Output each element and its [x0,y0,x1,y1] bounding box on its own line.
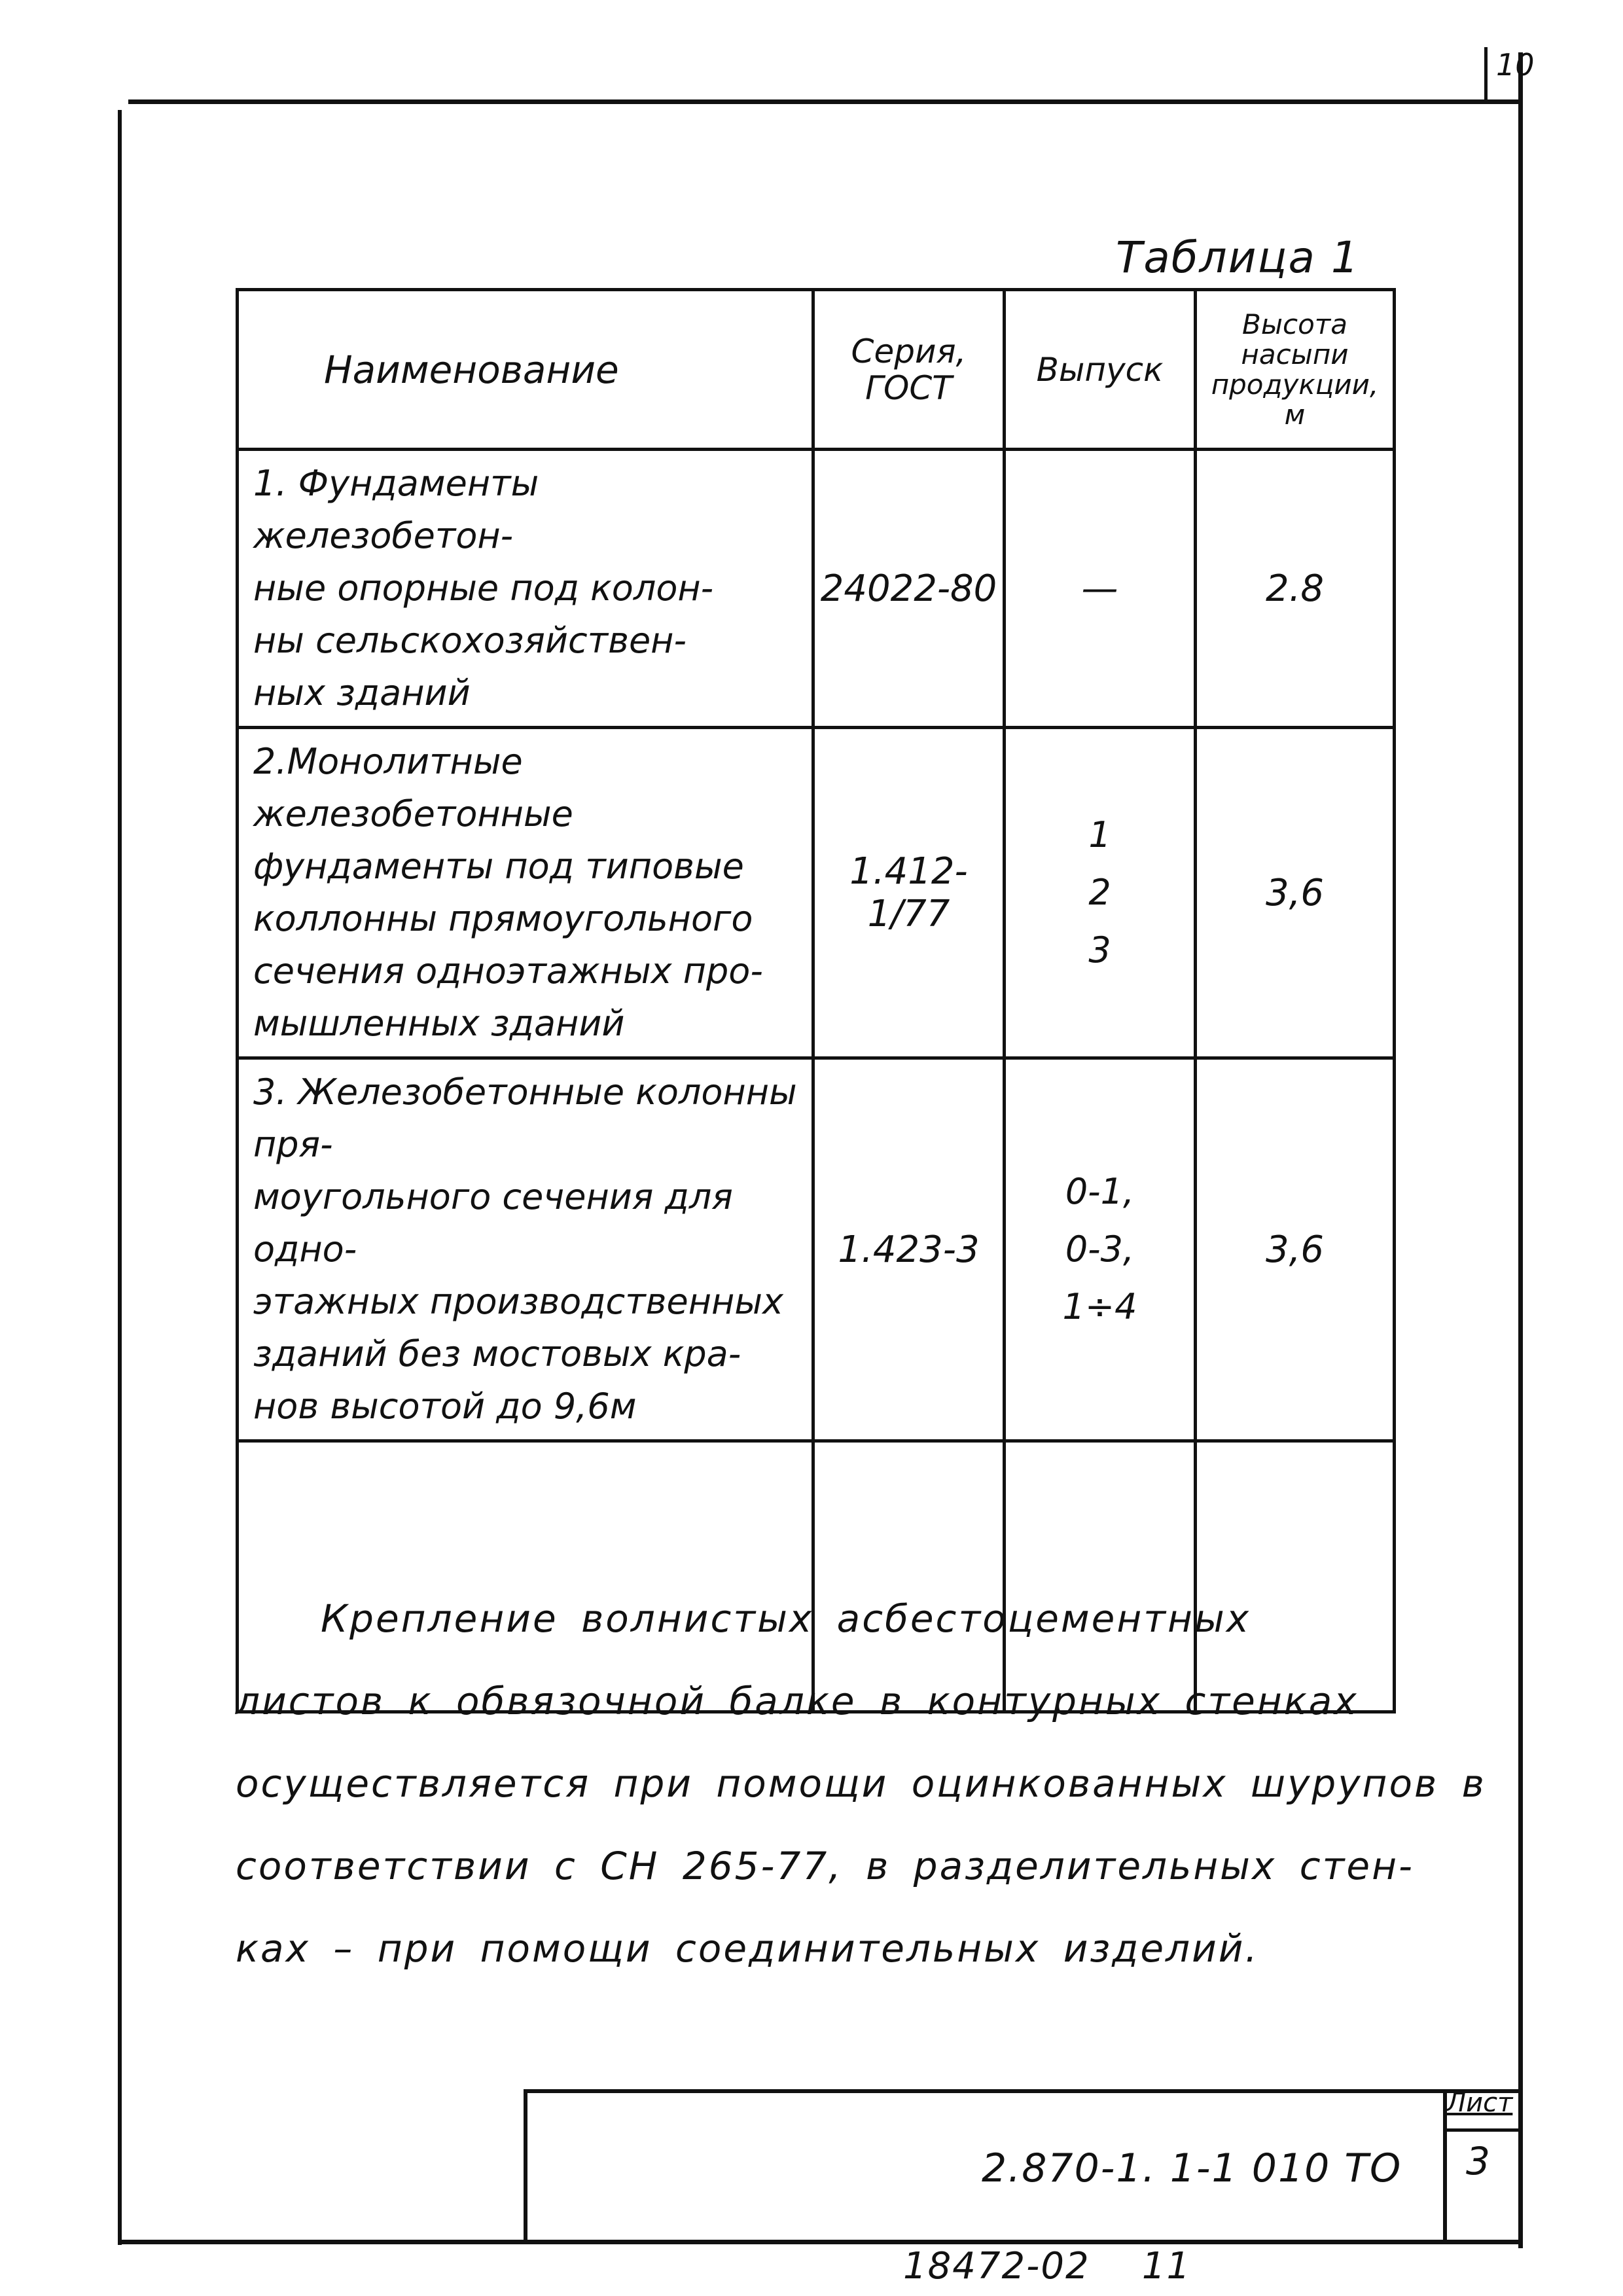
row-height: 2.8 [1196,450,1395,728]
frame-left-line [118,110,122,2245]
row-height: 3,6 [1196,728,1395,1058]
row-name: 3. Железобетонные колонны пря- моугольного сечения для одно- этажных производственных зданий без мостовых кра- нов высотой до 9,6м [238,1058,813,1441]
table-row [238,450,1395,728]
row-series: 1.412-1/77 [813,728,1005,1058]
table-header-row [238,290,1395,450]
header-name: Наименование [238,290,813,450]
row-series: 24022-80 [813,450,1005,728]
note-paragraph [236,1577,1486,1990]
row-height: 3,6 [1196,1058,1395,1441]
row-series: 1.423-3 [813,1058,1005,1441]
row-issue: 1 2 3 [1005,728,1196,1058]
header-height: Высота насыпи продукции, м [1196,290,1395,450]
table-caption: Таблица 1 [1116,232,1360,283]
note-line: соответствии с СН 265-77, в разделительных стен- [236,1844,1414,1888]
frame-top-line [128,99,1522,104]
note-line: осуществляется при помощи оцинкованных шурупов в [236,1761,1486,1806]
note-line: Крепление волнистых асбестоцементных [321,1596,1251,1641]
products-table [236,288,1396,1713]
sheet-number: 3 [1466,2139,1490,2183]
frame-bottom-line [118,2240,1523,2244]
sheet-label: Лист [1446,2088,1513,2118]
title-block-left-line [524,2089,527,2243]
table-row [238,1058,1395,1441]
note-line: листов к обвязочной балке в контурных стенках [236,1679,1359,1723]
row-issue: — [1005,450,1196,728]
row-name: 1. Фундаменты железобетон- ные опорные под колон- ны сельскохозяйствен- ных зданий [238,450,813,728]
frame-right-line [1518,52,1523,2248]
document-code: 2.870-1. 1-1 010 ТО [982,2145,1402,2191]
header-issue: Выпуск [1005,290,1196,450]
row-name: 2.Монолитные железобетонные фундаменты под типовые коллонны прямоугольного сечения одноэтажных про- мышленных зданий [238,728,813,1058]
header-series: Серия, ГОСТ [813,290,1005,450]
title-block-sheet-line [1443,2128,1522,2132]
row-issue: 0-1, 0-3, 1÷4 [1005,1058,1196,1441]
title-block-top-line [524,2089,1522,2093]
table-row [238,728,1395,1058]
footer-code: 18472-02 11 [903,2245,1192,2287]
corner-tick [1484,47,1488,99]
page-mark: 10 [1496,47,1535,82]
note-line: ках – при помощи соединительных изделий. [236,1926,1259,1971]
